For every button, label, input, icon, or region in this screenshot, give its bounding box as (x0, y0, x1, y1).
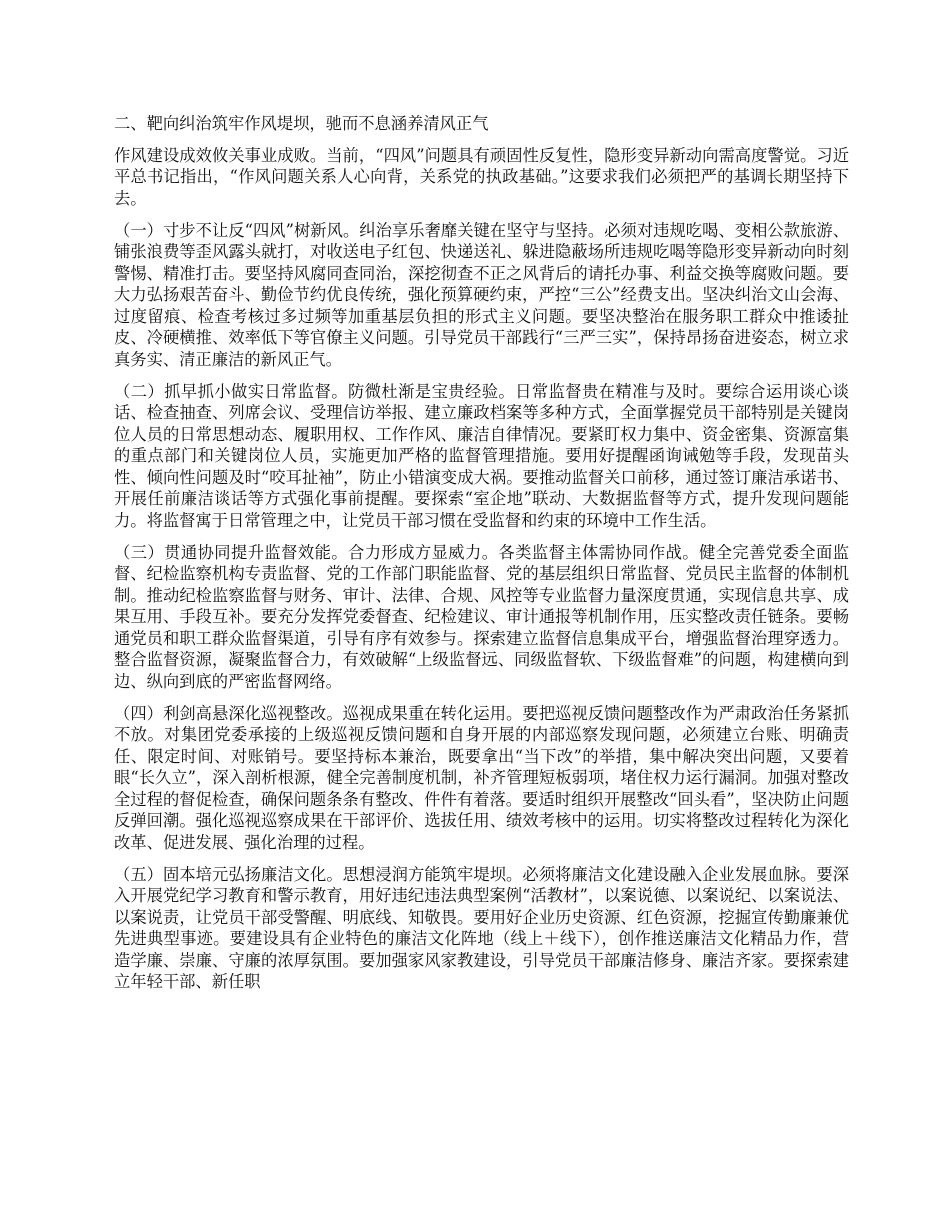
intro-paragraph: 作风建设成效攸关事业成败。当前，“四风”问题具有顽固性反复性，隐形变异新动向需高度警觉。习近平总书记指出，“作风问题关系人心向背，关系党的执政基础。”这要求我们必须把严的基调长期坚持下去。 (114, 145, 849, 208)
paragraph-2: （二）抓早抓小做实日常监督。防微杜渐是宝贵经验。日常监督贵在精准与及时。要综合运用谈心谈话、检查抽查、列席会议、受理信访举报、建立廉政档案等多种方式，全面掌握党员干部特别是关键岗位人员的日常思想动态、履职用权、工作作风、廉洁自律情况。要紧盯权力集中、资金密集、资源富集的重点部门和关键岗位人员，实施更加严格的监督管理措施。要用好提醒函询诫勉等手段，发现苗头性、倾向性问题及时“咬耳扯袖”，防止小错演变成大祸。要推动监督关口前移，通过签订廉洁承诺书、开展任前廉洁谈话等方式强化事前提醒。要探索“室企地”联动、大数据监督等方式，提升发现问题能力。将监督寓于日常管理之中，让党员干部习惯在受监督和约束的环境中工作生活。 (114, 381, 849, 530)
paragraph-1: （一）寸步不让反“四风”树新风。纠治享乐奢靡关键在坚守与坚持。必须对违规吃喝、变相公款旅游、铺张浪费等歪风露头就打，对收送电子红包、快递送礼、躲进隐蔽场所违规吃喝等隐形变异新动向时刻警惕、精准打击。要坚持风腐同查同治，深挖彻查不正之风背后的请托办事、利益交换等腐败问题。要大力弘扬艰苦奋斗、勤俭节约优良传统，强化预算硬约束，严控“三公”经费支出。坚决纠治文山会海、过度留痕、检查考核过多过频等加重基层负担的形式主义问题。要坚决整治在服务职工群众中推诿扯皮、冷硬横推、效率低下等官僚主义问题。引导党员干部践行“三严三实”，保持昂扬奋进姿态，树立求真务实、清正廉洁的新风正气。 (114, 220, 849, 369)
document-page (114, 113, 849, 1003)
paragraph-3: （三）贯通协同提升监督效能。合力形成方显威力。各类监督主体需协同作战。健全完善党委全面监督、纪检监察机构专责监督、党的工作部门职能监督、党的基层组织日常监督、党员民主监督的体制机制。推动纪检监察监督与财务、审计、法律、合规、风控等专业监督力量深度贯通，实现信息共享、成果互用、手段互补。要充分发挥党委督查、纪检建议、审计通报等机制作用，压实整改责任链条。要畅通党员和职工群众监督渠道，引导有序有效参与。探索建立监督信息集成平台，增强监督治理穿透力。整合监督资源，凝聚监督合力，有效破解“上级监督远、同级监督软、下级监督难”的问题，构建横向到边、纵向到底的严密监督网络。 (114, 542, 849, 691)
paragraph-5: （五）固本培元弘扬廉洁文化。思想浸润方能筑牢堤坝。必须将廉洁文化建设融入企业发展血脉。要深入开展党纪学习教育和警示教育，用好违纪违法典型案例“活教材”，以案说德、以案说纪、以案说法、以案说责，让党员干部受警醒、明底线、知敬畏。要用好企业历史资源、红色资源，挖掘宣传勤廉兼优先进典型事迹。要建设具有企业特色的廉洁文化阵地（线上＋线下），创作推送廉洁文化精品力作，营造学廉、崇廉、守廉的浓厚氛围。要加强家风家教建设，引导党员干部廉洁修身、廉洁齐家。要探索建立年轻干部、新任职 (114, 864, 849, 991)
section-heading: 二、靶向纠治筑牢作风堤坝，驰而不息涵养清风正气 (114, 114, 489, 133)
paragraph-4: （四）利剑高悬深化巡视整改。巡视成果重在转化运用。要把巡视反馈问题整改作为严肃政治任务紧抓不放。对集团党委承接的上级巡视反馈问题和自身开展的内部巡察发现问题，必须建立台账、明确责任、限定时间、对账销号。要坚持标本兼治，既要拿出“当下改”的举措，集中解决突出问题，又要着眼“长久立”，深入剖析根源，健全完善制度机制，补齐管理短板弱项，堵住权力运行漏洞。加强对整改全过程的督促检查，确保问题条条有整改、件件有着落。要适时组织开展整改“回头看”，坚决防止问题反弹回潮。强化巡视巡察成果在干部评价、选拔任用、绩效考核中的运用。切实将整改过程转化为深化改革、促进发展、强化治理的过程。 (114, 703, 849, 852)
